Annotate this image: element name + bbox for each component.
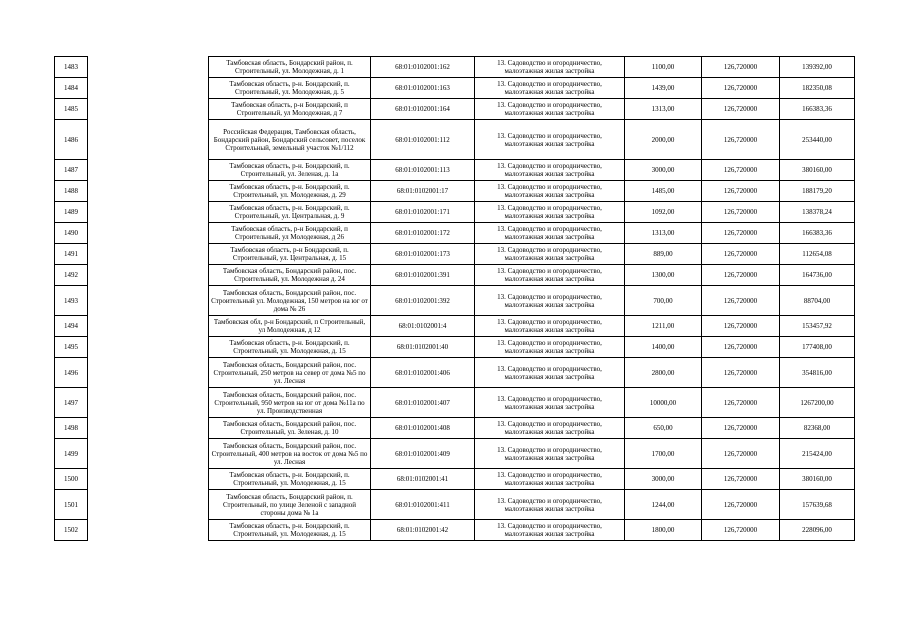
cadastral-number-cell: 68:01:0102001:17 xyxy=(371,181,475,202)
address-cell: Тамбовская область, р-н. Бондарский, п. Строительный, ул. Зеленая, д. 1а xyxy=(209,160,371,181)
area-cell: 1700,00 xyxy=(625,439,702,469)
table-row xyxy=(55,265,855,286)
cadastral-value-cell: 166383,36 xyxy=(780,223,855,244)
cadastral-number-cell: 68:01:0102001:41 xyxy=(371,469,475,490)
cadastral-number-cell: 68:01:0102001:391 xyxy=(371,265,475,286)
address-cell: Тамбовская область, Бондарский район, пос. Строительный, ул. Молодежная д. 24 xyxy=(209,265,371,286)
area-cell: 1439,00 xyxy=(625,78,702,99)
cadastral-number-cell: 68:01:0102001:172 xyxy=(371,223,475,244)
address-cell: Тамбовская область, Бондарский район, пос. Строительный, 400 метров на восток от дома №5 по ул. Лесная xyxy=(209,439,371,469)
cadastral-number-cell: 68:01:0102001:40 xyxy=(371,337,475,358)
table-row xyxy=(55,120,855,160)
land-use-cell: 13. Садоводство и огородничество, малоэтажная жилая застройка xyxy=(475,244,625,265)
cadastral-value-cell: 153457,92 xyxy=(780,316,855,337)
land-use-cell: 13. Садоводство и огородничество, малоэтажная жилая застройка xyxy=(475,265,625,286)
land-use-cell: 13. Садоводство и огородничество, малоэтажная жилая застройка xyxy=(475,202,625,223)
row-number: 1490 xyxy=(55,223,88,244)
cadastral-number-cell: 68:01:0102001:112 xyxy=(371,120,475,160)
row-number: 1494 xyxy=(55,316,88,337)
cadastral-value-cell: 112654,08 xyxy=(780,244,855,265)
specific-value-cell: 126,720000 xyxy=(702,490,780,520)
area-cell: 1100,00 xyxy=(625,57,702,78)
area-cell: 1092,00 xyxy=(625,202,702,223)
table-row xyxy=(55,439,855,469)
cadastral-value-cell: 166383,36 xyxy=(780,99,855,120)
address-cell: Тамбовская область, р-н. Бондарский, п. Строительный, ул. Молодежная, д. 15 xyxy=(209,469,371,490)
address-cell: Тамбовская область, р-н. Бондарский, п. Строительный, ул. Молодежная, д. 5 xyxy=(209,78,371,99)
specific-value-cell: 126,720000 xyxy=(702,202,780,223)
land-use-cell: 13. Садоводство и огородничество, малоэтажная жилая застройка xyxy=(475,78,625,99)
blank-cell xyxy=(88,286,209,316)
area-cell: 650,00 xyxy=(625,418,702,439)
row-number: 1495 xyxy=(55,337,88,358)
row-number: 1492 xyxy=(55,265,88,286)
row-number: 1483 xyxy=(55,57,88,78)
specific-value-cell: 126,720000 xyxy=(702,223,780,244)
specific-value-cell: 126,720000 xyxy=(702,244,780,265)
address-cell: Тамбовская область, р-н Бондарский, п Строительный, ул Молодежная, д 26 xyxy=(209,223,371,244)
area-cell: 3000,00 xyxy=(625,160,702,181)
address-cell: Тамбовская область, р-н Бондарский, п Строительный, ул Молодежная, д 7 xyxy=(209,99,371,120)
row-number: 1485 xyxy=(55,99,88,120)
cadastral-number-cell: 68:01:0102001:392 xyxy=(371,286,475,316)
table-row xyxy=(55,160,855,181)
cadastral-value-cell: 138378,24 xyxy=(780,202,855,223)
row-number: 1491 xyxy=(55,244,88,265)
specific-value-cell: 126,720000 xyxy=(702,120,780,160)
cadastral-number-cell: 68:01:0102001:173 xyxy=(371,244,475,265)
cadastral-number-cell: 68:01:0102001:407 xyxy=(371,388,475,418)
row-number: 1488 xyxy=(55,181,88,202)
address-cell: Тамбовская область, Бондарский район, п. Строительный, ул. Молодежная, д. 1 xyxy=(209,57,371,78)
address-cell: Тамбовская область, р-н. Бондарский, п. Строительный, ул. Молодежная, д. 15 xyxy=(209,520,371,541)
specific-value-cell: 126,720000 xyxy=(702,78,780,99)
blank-cell xyxy=(88,316,209,337)
blank-cell xyxy=(88,388,209,418)
table-row xyxy=(55,181,855,202)
table-row xyxy=(55,418,855,439)
row-number: 1493 xyxy=(55,286,88,316)
area-cell: 1313,00 xyxy=(625,223,702,244)
blank-cell xyxy=(88,99,209,120)
blank-cell xyxy=(88,490,209,520)
address-cell: Тамбовская обл, р-н Бондарский, п Строительный, ул Молодежная, д 12 xyxy=(209,316,371,337)
address-cell: Тамбовская область, р-н. Бондарский, п. Строительный, ул. Центральная, д. 9 xyxy=(209,202,371,223)
cadastral-number-cell: 68:01:0102001:411 xyxy=(371,490,475,520)
table-row xyxy=(55,202,855,223)
address-cell: Тамбовская область, р-н Бондарский, п. Строительный, ул. Центральная, д. 15 xyxy=(209,244,371,265)
area-cell: 1313,00 xyxy=(625,99,702,120)
table-row xyxy=(55,520,855,541)
address-cell: Российская Федерация, Тамбовская область, Бондарский район, Бондарский сельсовет, поселок Строительный, земельный участок №1/112 xyxy=(209,120,371,160)
row-number: 1497 xyxy=(55,388,88,418)
table-row xyxy=(55,57,855,78)
table-row xyxy=(55,223,855,244)
blank-cell xyxy=(88,57,209,78)
row-number: 1487 xyxy=(55,160,88,181)
specific-value-cell: 126,720000 xyxy=(702,181,780,202)
table-row xyxy=(55,316,855,337)
cadastral-number-cell: 68:01:0102001:164 xyxy=(371,99,475,120)
table-row xyxy=(55,490,855,520)
blank-cell xyxy=(88,520,209,541)
cadastral-value-cell: 157639,68 xyxy=(780,490,855,520)
blank-cell xyxy=(88,337,209,358)
area-cell: 889,00 xyxy=(625,244,702,265)
cadastral-number-cell: 68:01:0102001:408 xyxy=(371,418,475,439)
specific-value-cell: 126,720000 xyxy=(702,358,780,388)
blank-cell xyxy=(88,78,209,99)
area-cell: 1485,00 xyxy=(625,181,702,202)
row-number: 1499 xyxy=(55,439,88,469)
cadastral-number-cell: 68:01:0102001:4 xyxy=(371,316,475,337)
specific-value-cell: 126,720000 xyxy=(702,439,780,469)
specific-value-cell: 126,720000 xyxy=(702,316,780,337)
specific-value-cell: 126,720000 xyxy=(702,265,780,286)
blank-cell xyxy=(88,358,209,388)
cadastral-value-cell: 380160,00 xyxy=(780,469,855,490)
land-use-cell: 13. Садоводство и огородничество, малоэтажная жилая застройка xyxy=(475,223,625,244)
cadastral-value-cell: 177408,00 xyxy=(780,337,855,358)
row-number: 1496 xyxy=(55,358,88,388)
cadastral-value-cell: 88704,00 xyxy=(780,286,855,316)
area-cell: 1211,00 xyxy=(625,316,702,337)
cadastral-number-cell: 68:01:0102001:162 xyxy=(371,57,475,78)
land-use-cell: 13. Садоводство и огородничество, малоэтажная жилая застройка xyxy=(475,358,625,388)
address-cell: Тамбовская область, Бондарский район, пос. Строительный ул. Молодежная, 150 метров на юг от дома № 26 xyxy=(209,286,371,316)
land-use-cell: 13. Садоводство и огородничество, малоэтажная жилая застройка xyxy=(475,120,625,160)
area-cell: 2000,00 xyxy=(625,120,702,160)
row-number: 1484 xyxy=(55,78,88,99)
area-cell: 1300,00 xyxy=(625,265,702,286)
address-cell: Тамбовская область, Бондарский район, пос. Строительный, 250 метров на север от дома №5 по ул. Лесная xyxy=(209,358,371,388)
table-row xyxy=(55,469,855,490)
land-use-cell: 13. Садоводство и огородничество, малоэтажная жилая застройка xyxy=(475,99,625,120)
land-use-cell: 13. Садоводство и огородничество, малоэтажная жилая застройка xyxy=(475,388,625,418)
specific-value-cell: 126,720000 xyxy=(702,388,780,418)
specific-value-cell: 126,720000 xyxy=(702,418,780,439)
cadastral-value-cell: 1267200,00 xyxy=(780,388,855,418)
land-use-cell: 13. Садоводство и огородничество, малоэтажная жилая застройка xyxy=(475,490,625,520)
area-cell: 1244,00 xyxy=(625,490,702,520)
blank-cell xyxy=(88,181,209,202)
cadastral-value-cell: 228096,00 xyxy=(780,520,855,541)
table-row xyxy=(55,78,855,99)
land-use-cell: 13. Садоводство и огородничество, малоэтажная жилая застройка xyxy=(475,520,625,541)
blank-cell xyxy=(88,244,209,265)
row-number: 1489 xyxy=(55,202,88,223)
specific-value-cell: 126,720000 xyxy=(702,160,780,181)
land-use-cell: 13. Садоводство и огородничество, малоэтажная жилая застройка xyxy=(475,160,625,181)
cadastral-value-cell: 380160,00 xyxy=(780,160,855,181)
table-row xyxy=(55,337,855,358)
cadastral-number-cell: 68:01:0102001:113 xyxy=(371,160,475,181)
specific-value-cell: 126,720000 xyxy=(702,57,780,78)
area-cell: 700,00 xyxy=(625,286,702,316)
blank-cell xyxy=(88,418,209,439)
land-use-cell: 13. Садоводство и огородничество, малоэтажная жилая застройка xyxy=(475,469,625,490)
land-parcel-table xyxy=(54,56,855,541)
cadastral-value-cell: 188179,20 xyxy=(780,181,855,202)
row-number: 1498 xyxy=(55,418,88,439)
cadastral-number-cell: 68:01:0102001:406 xyxy=(371,358,475,388)
cadastral-value-cell: 253440,00 xyxy=(780,120,855,160)
land-use-cell: 13. Садоводство и огородничество, малоэтажная жилая застройка xyxy=(475,337,625,358)
specific-value-cell: 126,720000 xyxy=(702,520,780,541)
address-cell: Тамбовская область, р-н. Бондарский, п. Строительный, ул. Молодежная, д. 15 xyxy=(209,337,371,358)
cadastral-value-cell: 82368,00 xyxy=(780,418,855,439)
area-cell: 10000,00 xyxy=(625,388,702,418)
table-row xyxy=(55,244,855,265)
address-cell: Тамбовская область, Бондарский район, п. Строительный, по улице Зеленой с западной стороны дома № 1а xyxy=(209,490,371,520)
row-number: 1486 xyxy=(55,120,88,160)
blank-cell xyxy=(88,439,209,469)
blank-cell xyxy=(88,469,209,490)
cadastral-value-cell: 354816,00 xyxy=(780,358,855,388)
area-cell: 1400,00 xyxy=(625,337,702,358)
blank-cell xyxy=(88,120,209,160)
row-number: 1501 xyxy=(55,490,88,520)
cadastral-number-cell: 68:01:0102001:42 xyxy=(371,520,475,541)
table-row xyxy=(55,286,855,316)
land-use-cell: 13. Садоводство и огородничество, малоэтажная жилая застройка xyxy=(475,439,625,469)
area-cell: 2800,00 xyxy=(625,358,702,388)
table-row xyxy=(55,99,855,120)
specific-value-cell: 126,720000 xyxy=(702,286,780,316)
blank-cell xyxy=(88,160,209,181)
cadastral-value-cell: 215424,00 xyxy=(780,439,855,469)
cadastral-number-cell: 68:01:0102001:171 xyxy=(371,202,475,223)
blank-cell xyxy=(88,202,209,223)
specific-value-cell: 126,720000 xyxy=(702,99,780,120)
table-body xyxy=(55,57,855,541)
cadastral-value-cell: 182350,08 xyxy=(780,78,855,99)
land-use-cell: 13. Садоводство и огородничество, малоэтажная жилая застройка xyxy=(475,418,625,439)
address-cell: Тамбовская область, р-н. Бондарский, п. Строительный, ул. Молодежная, д. 29 xyxy=(209,181,371,202)
cadastral-number-cell: 68:01:0102001:409 xyxy=(371,439,475,469)
address-cell: Тамбовская область, Бондарский район, пос. Строительный, ул. Зеленая, д. 10 xyxy=(209,418,371,439)
blank-cell xyxy=(88,265,209,286)
cadastral-value-cell: 164736,00 xyxy=(780,265,855,286)
cadastral-value-cell: 139392,00 xyxy=(780,57,855,78)
specific-value-cell: 126,720000 xyxy=(702,337,780,358)
land-use-cell: 13. Садоводство и огородничество, малоэтажная жилая застройка xyxy=(475,181,625,202)
land-use-cell: 13. Садоводство и огородничество, малоэтажная жилая застройка xyxy=(475,316,625,337)
blank-cell xyxy=(88,223,209,244)
address-cell: Тамбовская область, Бондарский район, пос. Строительный, 950 метров на юг от дома №11а по ул. Производственная xyxy=(209,388,371,418)
area-cell: 1800,00 xyxy=(625,520,702,541)
land-use-cell: 13. Садоводство и огородничество, малоэтажная жилая застройка xyxy=(475,57,625,78)
area-cell: 3000,00 xyxy=(625,469,702,490)
table-row xyxy=(55,388,855,418)
table-row xyxy=(55,358,855,388)
cadastral-number-cell: 68:01:0102001:163 xyxy=(371,78,475,99)
row-number: 1500 xyxy=(55,469,88,490)
specific-value-cell: 126,720000 xyxy=(702,469,780,490)
row-number: 1502 xyxy=(55,520,88,541)
land-use-cell: 13. Садоводство и огородничество, малоэтажная жилая застройка xyxy=(475,286,625,316)
